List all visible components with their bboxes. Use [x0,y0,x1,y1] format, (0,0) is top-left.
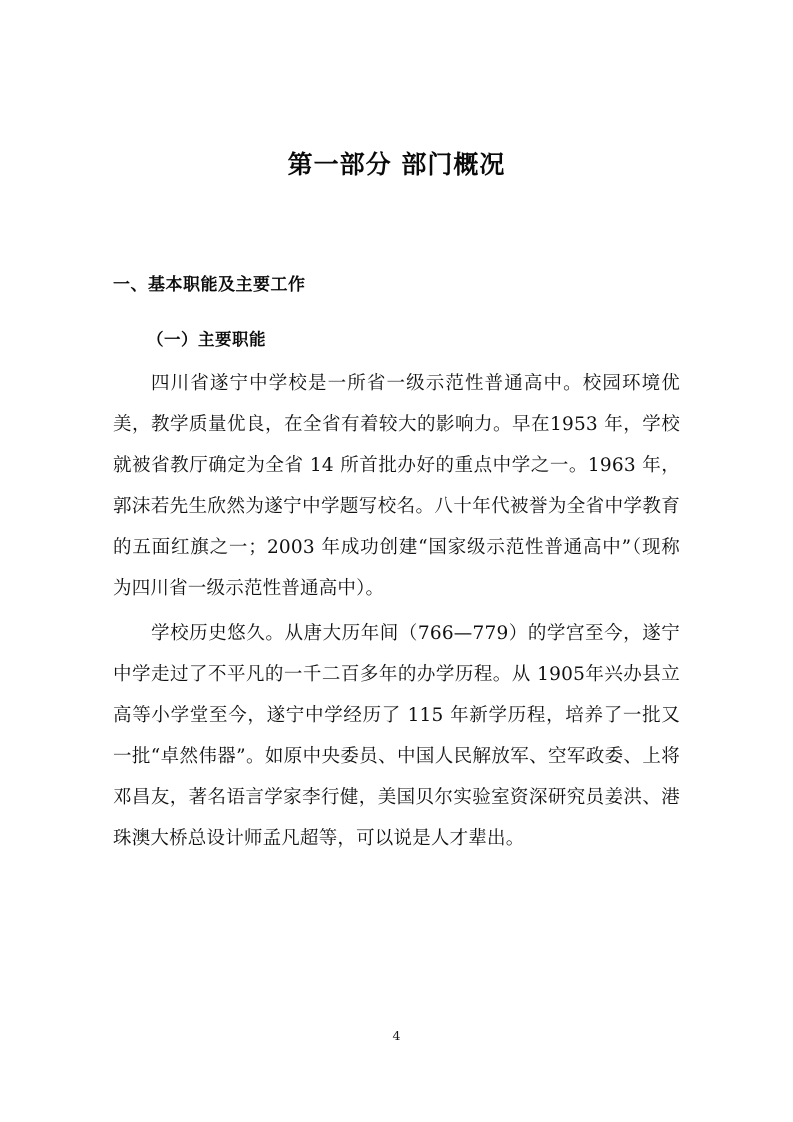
body-paragraph-1: 四川省遂宁中学校是一所省一级示范性普通高中。校园环境优美，教学质量优良，在全省有着较大的影响力。早在1953 年，学校就被省教厅确定为全省 14 所首批办好的重点中学之一。1963 年，郭沫若先生欣然为遂宁中学题写校名。八十年代被誉为全省中学教育的五面红旗之一；2003 年成功创建“国家级示范性普通高中”（现称为四川省一级示范性普通高中）。 [113,372,680,599]
page-number: 4 [392,1028,401,1043]
body-paragraph-2: 学校历史悠久。从唐大历年间（766—779）的学宫至今，遂宁中学走过了不平凡的一千二百多年的办学历程。从 1905年兴办县立高等小学堂至今，遂宁中学经历了 115 年新学历程，培养了一批又一批“卓然伟器”。如原中央委员、中国人民解放军、空军政委、上将邓昌友，著名语言学家李行健，美国贝尔实验室资深研究员姜洪、港珠澳大桥总设计师孟凡超等，可以说是人才辈出。 [113,622,680,849]
section-heading-level-1: 一、基本职能及主要工作 [113,274,306,295]
page-content [113,0,680,859]
page-title: 第一部分 部门概况 [287,150,506,179]
section-heading-level-2: （一）主要职能 [147,329,266,349]
